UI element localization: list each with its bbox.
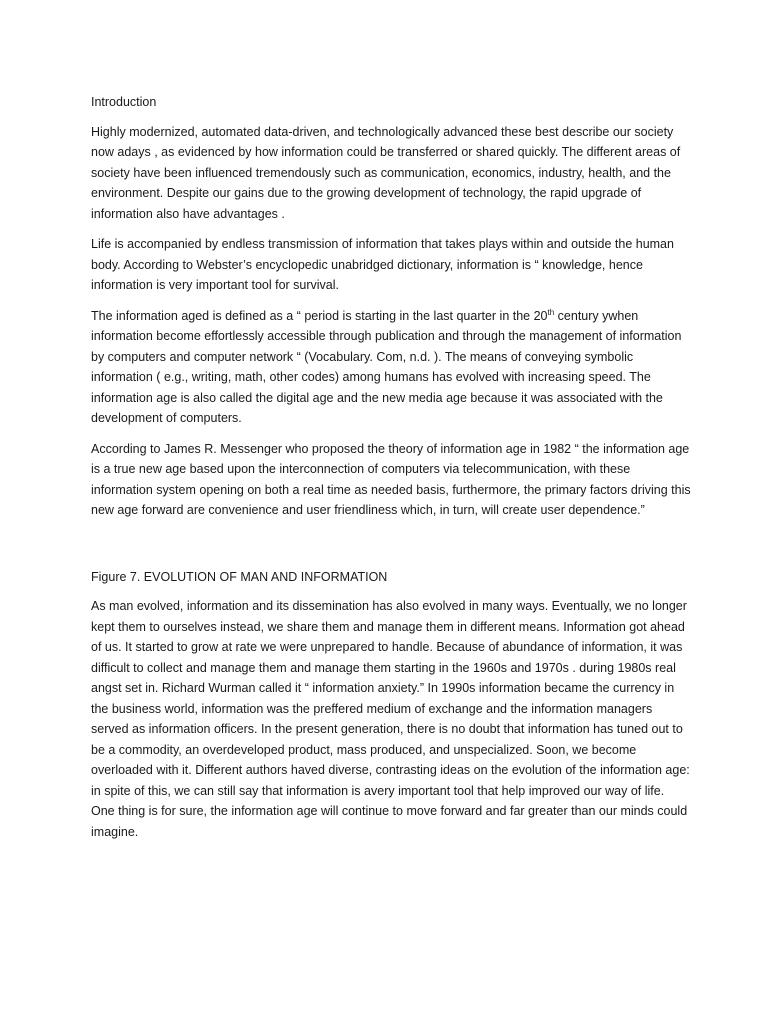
document-page — [91, 92, 691, 852]
paragraph-3-text-start: The information aged is defined as a “ period is starting in the last quarter in the 20 — [91, 308, 548, 323]
paragraph-3 — [91, 306, 691, 429]
superscript-ordinal: th — [547, 307, 555, 317]
section-heading: Introduction — [91, 95, 157, 109]
paragraph-1: Highly modernized, automated data-driven, and technologically advanced these best describe our society now adays , as evidenced by how information could be transferred or shared quickly. The different areas of society have been influenced tremendously such as communication, economics, industry, health, and the environment. Despite our gains due to the growing development of technology, the rapid upgrade of information also have advantages . — [91, 124, 681, 221]
paragraph-4: According to James R. Messenger who proposed the theory of information age in 1982 “ the information age is a true new age based upon the interconnection of computers via telecommunication, with these information system opening on both a real time as needed basis, furthermore, the primary factors driving this new age forward are convenience and user friendliness which, in turn, will create user dependence.” — [91, 441, 691, 517]
paragraph-3-text-end: century ywhen information become effortlessly accessible through publication and through the management of information by computers and computer network “ (Vocabulary. Com, n.d. ). The means of conveying symbolic information ( e.g., writing, math, other codes) among humans has evolved with increasing speed. The information age is also called the digital age and the new media age because it was associated with the development of computers. — [91, 308, 682, 425]
paragraph-2: Life is accompanied by endless transmission of information that takes plays within and outside the human body. According to Webster’s encyclopedic unabridged dictionary, information is “ knowledge, hence information is very important tool for survival. — [91, 237, 674, 292]
closing-paragraph: As man evolved, information and its dissemination has also evolved in many ways. Eventually, we no longer kept them to ourselves instead, we share them and manage them in different means. Information got ahead of us. It started to grow at rate we were unprepared to handle. Because of abundance of information, it was difficult to collect and manage them and manage them starting in the 1960s and 1970s . during 1980s real angst set in. Richard Wurman called it “ information anxiety.” In 1990s information became the currency in the business world, information was the preffered medium of exchange and the information managers served as information officers. In the present generation, there is no doubt that information has tuned out to be a commodity, an overdeveloped product, mass produced, and unspecialized. Soon, we become overloaded with it. Different authors haved diverse, contrasting ideas on the evolution of the information age: in spite of this, we can still say that information is avery important tool that help improved our way of life. One thing is for sure, the information age will continue to move forward and far greater than our minds could imagine. — [91, 599, 690, 839]
figure-caption: Figure 7. EVOLUTION OF MAN AND INFORMATION — [91, 569, 388, 584]
